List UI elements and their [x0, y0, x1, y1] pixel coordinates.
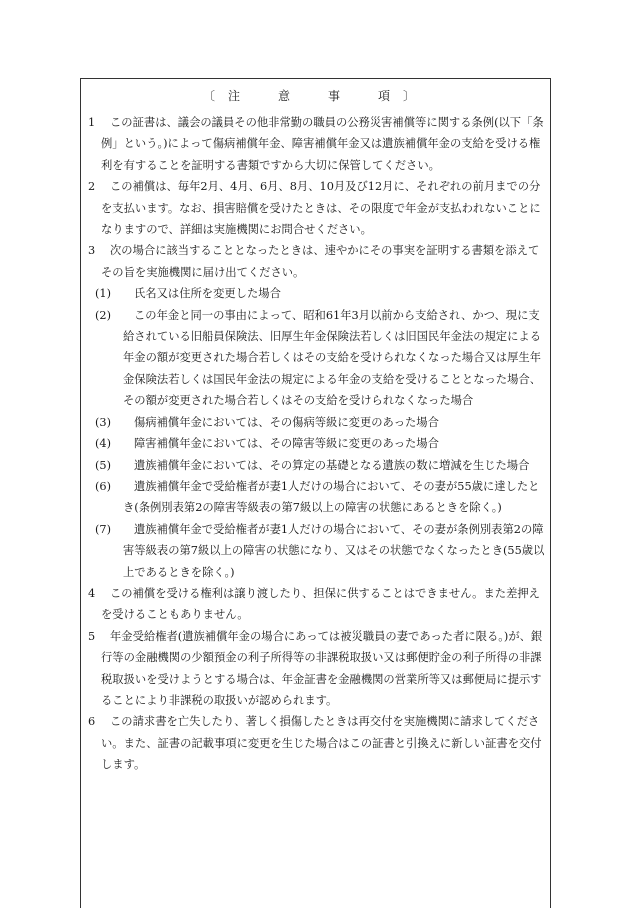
item-text: この補償は、毎年2月、4月、6月、8月、10月及び12月に、それぞれの前月までの分を支払います。なお、損害賠償を受けたときは、その限度で年金が支払われないことになりますので、詳細は実施機関にお問合せください。	[101, 180, 541, 237]
sub-item-text: 氏名又は住所を変更した場合	[134, 287, 281, 301]
notice-item-2	[88, 176, 546, 240]
item-text: この証書は、議会の議員その他非常勤の職員の公務災害補償等に関する条例(以下「条例」という。)によって傷病補償年金、障害補償年金又は遺族補償年金の支給を受ける権利を有することを証明する書類ですから大切に保管してください。	[101, 116, 544, 172]
sub-item-4	[88, 433, 546, 454]
notice-item-4	[88, 583, 546, 626]
item-text: この請求書を亡失したり、著しく損傷したときは再交付を実施機関に請求してください。また、証書の記載事項に変更を生じた場合はこの証書と引換えに新しい証書を交付します。	[101, 715, 542, 772]
notice-content	[88, 112, 546, 776]
item-number: 5	[88, 629, 96, 643]
item-text: 次の場合に該当することとなったときは、速やかにその事実を証明する書類を添えてその旨を実施機関に届け出てください。	[101, 244, 540, 279]
notice-item-6	[88, 711, 546, 775]
sub-item-3	[88, 412, 546, 433]
item-number: 4	[88, 586, 96, 600]
item-number: 1	[88, 116, 96, 129]
sub-item-text: この年金と同一の事由によって、昭和61年3月以前から支給され、かつ、現に支給されている旧船員保険法、旧厚生年金保険法若しくは旧国民年金法の規定による年金の額が変更された場合若しくはその支給を受けられなくなった場合又は厚生年金保険法若しくは国民年金法の規定による年金の支給を受けることとなった場合、その額が変更された場合若しくはその支給を受けられなくなった場合	[123, 308, 541, 408]
sub-item-5	[88, 455, 546, 476]
sub-item-2	[88, 305, 546, 412]
item-number: 3	[88, 244, 96, 258]
sub-item-6	[88, 476, 546, 519]
item-text: この補償を受ける権利は譲り渡したり、担保に供することはできません。また差押えを受けることもありません。	[101, 586, 540, 622]
page-title: 〔注 意 事 項〕	[202, 89, 428, 103]
sub-item-number: (3)	[95, 415, 112, 429]
sub-item-text: 遺族補償年金で受給権者が妻1人だけの場合において、その妻が条例別表第2の障害等級表の第7級以上の障害の状態になり、又はその状態でなくなったとき(55歳以上であるときを除く。)	[123, 522, 545, 579]
sub-item-number: (6)	[95, 479, 112, 493]
item-number: 6	[88, 715, 96, 729]
item-text: 年金受給権者(遺族補償年金の場合にあっては被災職員の妻であった者に限る。)が、銀行等の金融機関の少額預金の利子所得等の非課税取扱い又は郵便貯金の利子所得の非課税取扱いを受けようとする場合は、年金証書を金融機関の営業所等又は郵便局に提示することにより非課税の取扱いが認められます。	[101, 629, 543, 707]
sub-item-number: (2)	[95, 308, 112, 322]
sub-item-number: (1)	[95, 287, 112, 301]
item-number: 2	[88, 180, 96, 194]
sub-item-text: 遺族補償年金においては、その算定の基礎となる遺族の数に増減を生じた場合	[134, 458, 530, 472]
sub-item-number: (5)	[95, 458, 112, 472]
sub-item-text: 傷病補償年金においては、その傷病等級に変更のあった場合	[134, 415, 439, 429]
sub-item-number: (4)	[95, 437, 112, 451]
notice-item-5	[88, 626, 546, 712]
sub-item-number: (7)	[95, 522, 112, 536]
sub-item-text: 障害補償年金においては、その障害等級に変更のあった場合	[134, 437, 439, 451]
notice-item-1	[88, 112, 546, 176]
sub-item-1	[88, 283, 546, 304]
notice-item-3	[88, 240, 546, 283]
notice-frame	[80, 78, 551, 908]
sub-item-7	[88, 519, 546, 583]
sub-item-text: 遺族補償年金で受給権者が妻1人だけの場合において、その妻が55歳に達したとき(条例別表第2の障害等級表の第7級以上の障害の状態にあるときを除く。)	[123, 479, 540, 515]
